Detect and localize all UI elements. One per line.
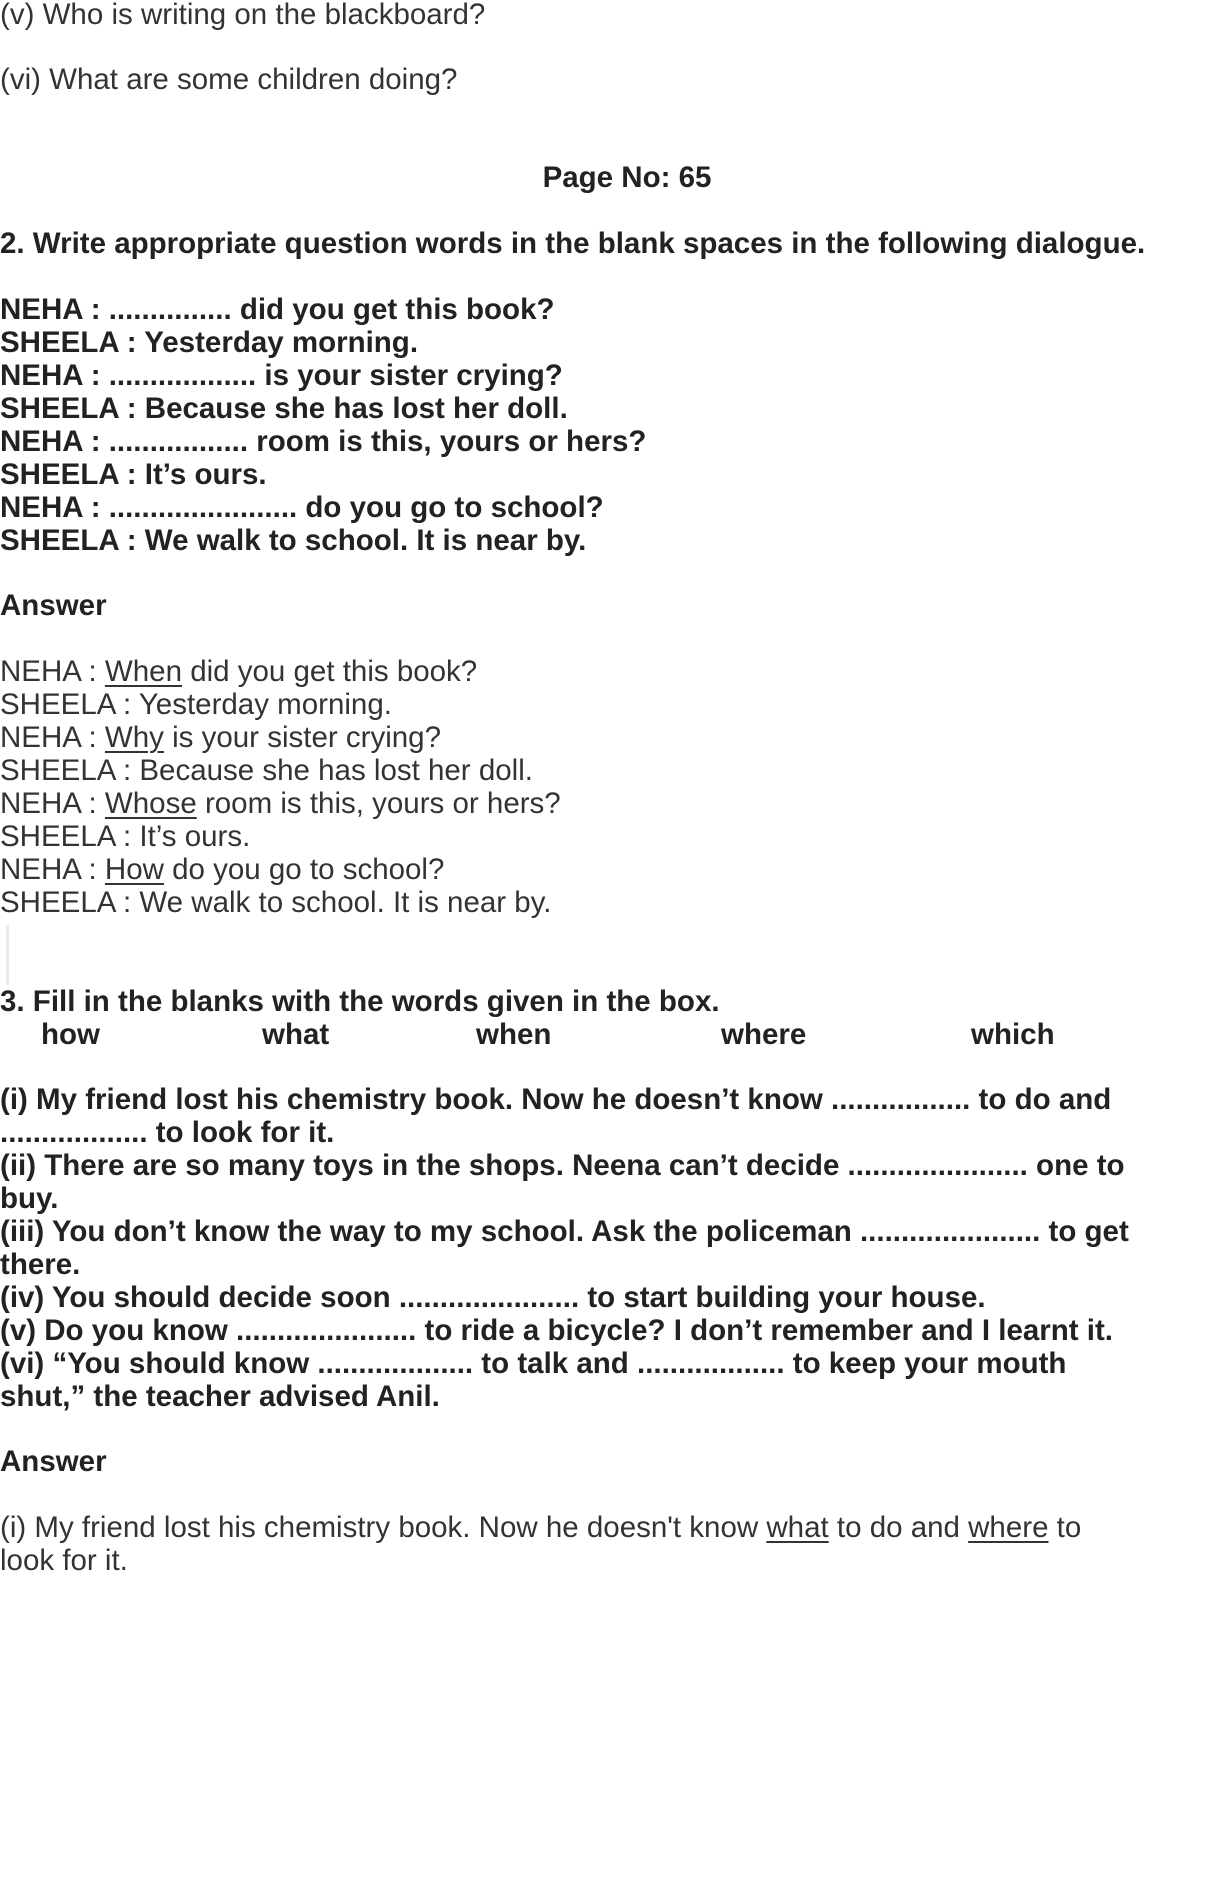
answer-prefix: SHEELA : Because she has lost her doll. [0, 754, 533, 787]
answer-prefix: SHEELA : We walk to school. It is near by. [0, 886, 552, 919]
dialogue-line: SHEELA : Yesterday morning. [0, 326, 419, 359]
answer-line [0, 690, 392, 720]
answer-suffix: do you go to school? [163, 853, 445, 886]
dialogue-line: NEHA : ............... did you get this book? [0, 293, 555, 326]
q3-question-line: (ii) There are so many toys in the shops. Neena can’t decide ...................... one to [0, 1149, 1125, 1182]
answer-line [0, 657, 477, 687]
q3-heading: 3. Fill in the blanks with the words given in the box. [0, 985, 720, 1018]
answer-word: what [766, 1511, 829, 1544]
q3-question-line: .................. to look for it. [0, 1116, 335, 1149]
answer-suffix: is your sister crying? [163, 721, 441, 754]
answer-suffix: room is this, yours or hers? [196, 787, 561, 820]
page-number-label: Page No: 65 [542, 161, 712, 194]
answer-prefix: NEHA : [0, 655, 105, 688]
question-v: (v) Who is writing on the blackboard? [0, 0, 486, 31]
dialogue-line: SHEELA : We walk to school. It is near by. [0, 524, 587, 557]
answer-prefix: (i) My friend lost his chemistry book. Now he doesn't know [0, 1511, 767, 1544]
answer-prefix: NEHA : [0, 787, 105, 820]
answer-line [0, 855, 444, 885]
answer-word: Whose [104, 787, 197, 820]
q3-question-line: (iv) You should decide soon ...................... to start building your house. [0, 1281, 986, 1314]
question-vi: (vi) What are some children doing? [0, 63, 458, 96]
box-word: what [262, 1018, 330, 1051]
answer-prefix: NEHA : [0, 721, 105, 754]
answer-line [0, 822, 250, 852]
answer-word: How [104, 853, 164, 886]
dialogue-line: NEHA : ....................... do you go to school? [0, 491, 604, 524]
q3-question-line: (i) My friend lost his chemistry book. Now he doesn’t know ................. to do and [0, 1083, 1112, 1116]
scan-artifact [6, 925, 9, 985]
answer-prefix: SHEELA : Yesterday morning. [0, 688, 392, 721]
box-word: how [41, 1018, 100, 1051]
box-word: where [721, 1018, 807, 1051]
answer-word: Why [104, 721, 164, 754]
box-word: which [971, 1018, 1055, 1051]
dialogue-line: SHEELA : It’s ours. [0, 458, 267, 491]
answer-word: where [968, 1511, 1049, 1544]
answer-prefix: SHEELA : It’s ours. [0, 820, 251, 853]
answer-suffix: did you get this book? [182, 655, 478, 688]
answer-prefix: NEHA : [0, 853, 105, 886]
q3-question-line: shut,” the teacher advised Anil. [0, 1380, 440, 1413]
dialogue-line: NEHA : .................. is your sister crying? [0, 359, 563, 392]
answer-suffix: to [1048, 1511, 1082, 1544]
answer-line [0, 756, 533, 786]
dialogue-line: NEHA : ................. room is this, yours or hers? [0, 425, 647, 458]
answer-line [0, 723, 441, 753]
answer-line [0, 789, 561, 819]
q2-heading: 2. Write appropriate question words in the blank spaces in the following dialogue. [0, 227, 1146, 260]
answer-middle: to do and [828, 1511, 969, 1544]
q3-answer-line: look for it. [0, 1544, 128, 1577]
answer-word: When [104, 655, 182, 688]
dialogue-line: SHEELA : Because she has lost her doll. [0, 392, 568, 425]
answer-line [0, 888, 551, 918]
q3-question-line: (iii) You don’t know the way to my school. Ask the policeman ...................... to get [0, 1215, 1129, 1248]
box-word: when [476, 1018, 552, 1051]
q3-question-line: there. [0, 1248, 81, 1281]
q3-question-line: (vi) “You should know ................... to talk and .................. to keep your mouth [0, 1347, 1067, 1380]
q2-answer-label: Answer [0, 589, 107, 622]
q3-question-line: buy. [0, 1182, 59, 1215]
q3-question-line: (v) Do you know ...................... to ride a bicycle? I don’t remember and I learnt it. [0, 1314, 1114, 1347]
q3-answer-line [0, 1513, 1081, 1543]
q3-answer-label: Answer [0, 1445, 107, 1478]
